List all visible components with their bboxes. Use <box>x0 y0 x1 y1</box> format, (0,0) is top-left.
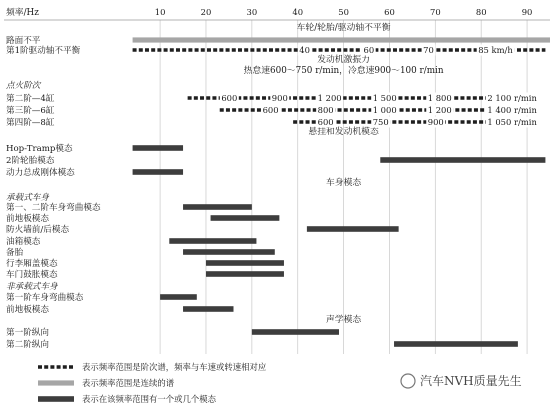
x-tick-label: 90 <box>521 7 533 17</box>
speed-mark: 800 <box>317 105 334 115</box>
row-label: 承载式车身 <box>6 193 49 203</box>
row-bar <box>380 157 545 163</box>
wechat-icon <box>401 374 415 388</box>
speed-mark: 600 <box>317 117 334 127</box>
speed-mark: 1 500 <box>372 93 397 103</box>
x-tick-label: 30 <box>246 7 258 17</box>
row-label: 第一阶车身弯曲模态 <box>6 293 84 303</box>
axis-title: 频率/Hz <box>6 8 39 18</box>
row-label: 路面不平 <box>6 36 41 46</box>
x-tick-label: 10 <box>154 7 166 17</box>
section-title: 热怠速600～750 r/min，冷怠速900～100 r/min <box>243 66 444 76</box>
row-label: 第三阶—6缸 <box>6 106 55 116</box>
row-bar <box>133 37 550 42</box>
row-label: 点火阶次 <box>6 81 41 91</box>
speed-mark: 1 050 r/min <box>487 117 537 127</box>
row-bar <box>183 249 275 255</box>
row-label: 备胎 <box>6 248 24 258</box>
row-label: 前地板模态 <box>6 305 49 315</box>
row-label: 非承载式车身 <box>6 282 58 292</box>
legend-label: 表示频率范围是阶次谱，频率与车速或转速相对应 <box>82 362 267 372</box>
row-label: 防火墙前/后模态 <box>6 225 70 235</box>
section-title: 车轮/轮胎/驱动轴不平衡 <box>296 23 391 33</box>
row-bar <box>252 329 339 335</box>
row-label: 动力总成刚体模态 <box>6 168 75 178</box>
x-tick-label: 70 <box>429 7 441 17</box>
row-label: 第二阶—4缸 <box>6 94 55 104</box>
x-tick-label: 40 <box>292 7 304 17</box>
row-bar <box>169 238 256 244</box>
row-bar <box>183 204 252 210</box>
row-bar <box>206 260 284 266</box>
speed-mark: 1 200 <box>427 105 452 115</box>
row-label: 行李厢盖模态 <box>6 259 58 269</box>
row-bar <box>307 226 399 232</box>
section-title: 发动机激振力 <box>317 55 370 65</box>
x-tick-label: 20 <box>200 7 212 17</box>
row-label: 第1阶驱动轴不平衡 <box>6 46 81 56</box>
section-title: 悬挂和发动机模态 <box>308 127 379 137</box>
speed-mark: 600 <box>262 105 279 115</box>
row-label: 油箱模态 <box>6 237 41 247</box>
section-title: 声学模态 <box>325 315 362 325</box>
row-bar <box>133 145 183 151</box>
row-label: 2阶轮胎模态 <box>6 156 55 166</box>
legend-swatch-mode <box>38 396 74 402</box>
row-label: 第一、二阶车身弯曲模态 <box>6 203 101 213</box>
speed-mark: 900 <box>427 117 444 127</box>
row-label: Hop-Tramp模态 <box>6 144 73 154</box>
row-bar <box>160 294 197 300</box>
x-tick-label: 50 <box>338 7 349 17</box>
speed-mark: 900 <box>271 93 288 103</box>
row-label: 前地板模态 <box>6 214 49 224</box>
speed-mark: 1 400 r/min <box>487 105 537 115</box>
speed-mark: 70 <box>423 45 434 55</box>
row-label: 第四阶—8缸 <box>6 118 55 128</box>
legend-label: 表示在该频率范围有一个或几个模态 <box>82 394 216 404</box>
speed-mark: 1 000 <box>372 105 397 115</box>
row-label: 车门鼓胀模态 <box>6 270 58 280</box>
x-tick-label: 60 <box>384 7 395 17</box>
speed-mark: 1 800 <box>427 93 452 103</box>
row-bar <box>394 341 518 347</box>
speed-mark: 1 200 <box>317 93 342 103</box>
speed-mark: 60 <box>363 45 375 55</box>
speed-mark: 40 <box>299 45 310 55</box>
legend-swatch-continuous <box>38 380 74 385</box>
row-label: 第一阶纵向 <box>6 328 49 338</box>
row-bar <box>206 271 284 277</box>
speed-mark: 85 km/h <box>478 45 513 55</box>
watermark-text: 汽车NVH质量先生 <box>420 374 522 388</box>
legend-label: 表示频率范围是连续的谱 <box>82 378 175 388</box>
speed-mark: 2 100 r/min <box>487 93 537 103</box>
speed-mark: 600 <box>221 93 238 103</box>
row-bar <box>133 169 183 175</box>
row-bar <box>211 215 280 221</box>
row-bar <box>183 306 233 312</box>
row-label: 第二阶纵向 <box>6 340 49 350</box>
section-title: 车身模态 <box>325 178 362 188</box>
speed-mark: 750 <box>372 117 389 127</box>
x-tick-label: 80 <box>475 7 487 17</box>
